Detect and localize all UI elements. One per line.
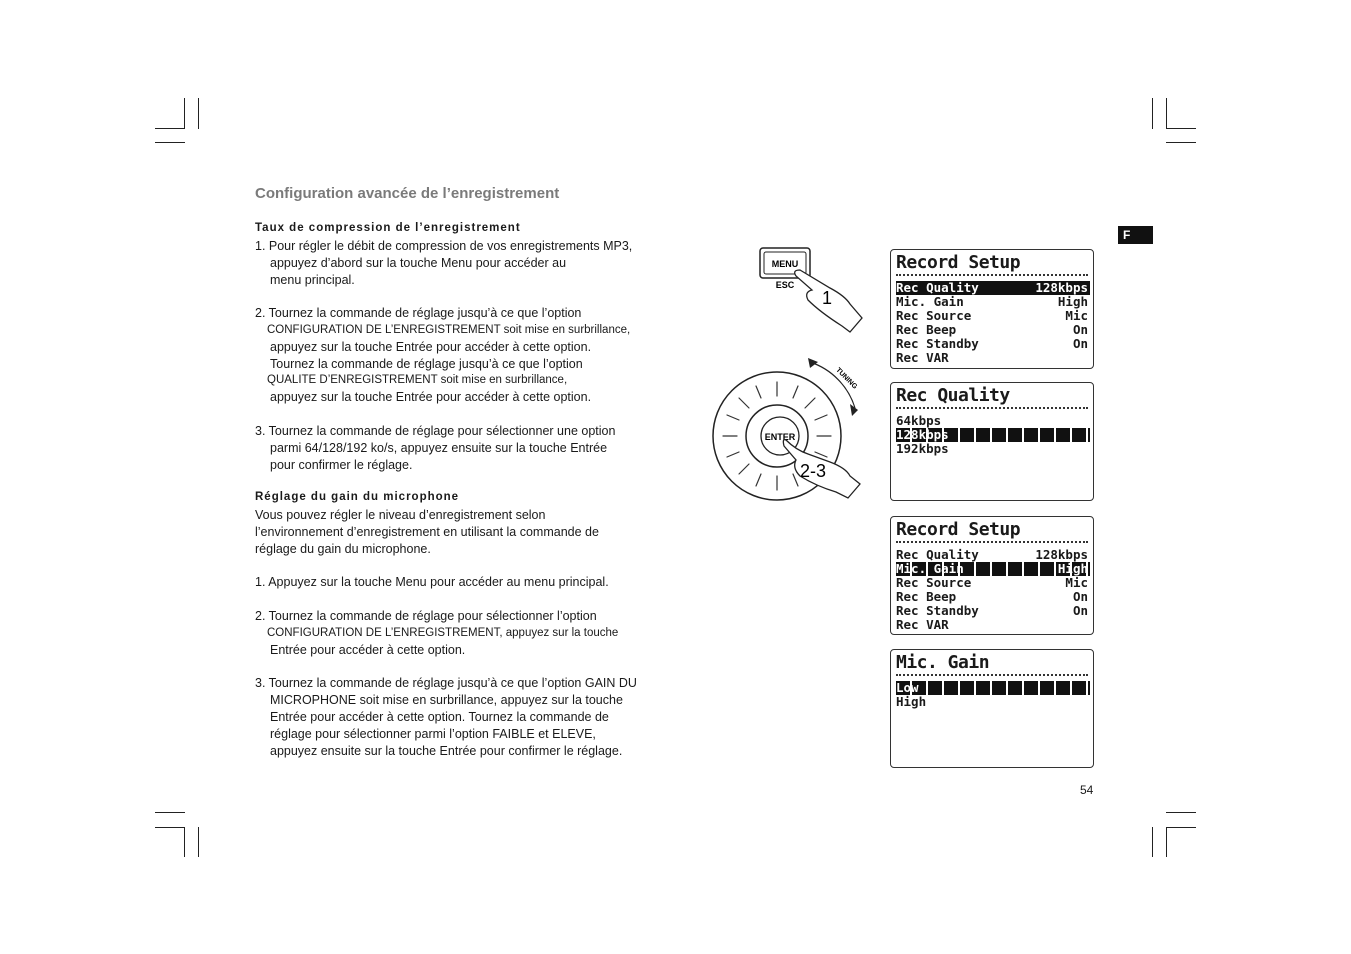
lcd-row-selected: Low: [896, 681, 1090, 695]
menu-label: MENU: [771, 259, 799, 269]
lcd-row-selected: 128kbps: [896, 428, 1090, 442]
paragraph-line: Entrée pour accéder à cette option.: [270, 643, 466, 657]
paragraph-line: 2. Tournez la commande de réglage jusqu’à ce que l’option: [255, 306, 582, 320]
lcd-row-selected: Rec Quality 128kbps: [896, 280, 1088, 295]
lcd-row: Rec Standby On: [896, 336, 1088, 351]
lcd-row: Rec VAR: [896, 350, 949, 365]
subheading-compression: Taux de compression de l’enregistrement: [255, 222, 521, 234]
lcd-title: Record Setup: [896, 252, 1021, 273]
lcd-screen-mic-gain: [890, 649, 1094, 768]
paragraph-line: appuyez d’abord sur la touche Menu pour accéder au: [270, 256, 567, 270]
lcd-row: High: [896, 694, 927, 709]
paragraph-line: menu principal.: [270, 273, 355, 287]
lcd-title: Record Setup: [896, 519, 1021, 540]
lcd-row: Rec Quality 128kbps: [896, 547, 1088, 562]
page-number: 54: [1080, 783, 1094, 797]
paragraph-line: 1. Appuyez sur la touche Menu pour accéder au menu principal.: [255, 575, 609, 589]
lcd-row: Rec Source Mic: [896, 575, 1088, 590]
lcd-title: Rec Quality: [896, 385, 1010, 406]
paragraph-line: 2. Tournez la commande de réglage pour sélectionner l’option: [255, 609, 597, 623]
device-controls-diagram: [700, 240, 880, 530]
lcd-row: Rec Source Mic: [896, 308, 1088, 323]
paragraph-line: QUALITE D’ENREGISTREMENT soit mise en surbrillance,: [267, 374, 568, 386]
tuning-label: TUNING: [834, 366, 859, 391]
lcd-screen-rec-quality: [890, 382, 1094, 501]
paragraph-line: 3. Tournez la commande de réglage jusqu’à ce que l’option GAIN DU: [255, 676, 637, 690]
paragraph-line: pour confirmer le réglage.: [270, 458, 413, 472]
lcd-screen-record-setup-1: [890, 249, 1094, 369]
esc-label: ESC: [775, 280, 795, 290]
step-number-1: 1: [822, 288, 833, 308]
lcd-row-selected: Mic. Gain High: [896, 561, 1088, 576]
paragraph-line: parmi 64/128/192 ko/s, appuyez ensuite sur la touche Entrée: [270, 441, 608, 455]
paragraph-line: appuyez sur la touche Entrée pour accéder à cette option.: [270, 340, 592, 354]
paragraph-line: réglage du gain du microphone.: [255, 542, 431, 556]
paragraph-line: CONFIGURATION DE L’ENREGISTREMENT, appuyez sur la touche: [267, 627, 619, 639]
paragraph-line: Vous pouvez régler le niveau d’enregistrement selon: [255, 508, 546, 522]
paragraph-line: réglage pour sélectionner parmi l’option FAIBLE et ELEVE,: [270, 727, 596, 741]
step-number-2-3: 2-3: [800, 461, 827, 481]
lcd-row: Rec VAR: [896, 617, 949, 632]
lcd-screen-record-setup-2: [890, 516, 1094, 635]
paragraph-line: appuyez sur la touche Entrée pour accéder à cette option.: [270, 390, 592, 404]
paragraph-line: 3. Tournez la commande de réglage pour sélectionner une option: [255, 424, 616, 438]
enter-label: ENTER: [764, 432, 796, 442]
lcd-row: 64kbps: [896, 413, 942, 428]
paragraph-line: MICROPHONE soit mise en surbrillance, appuyez sur la touche: [270, 693, 623, 707]
lcd-row: Rec Beep On: [896, 322, 1088, 337]
paragraph-line: Tournez la commande de réglage jusqu’à ce que l’option: [270, 357, 583, 371]
paragraph-line: 1. Pour régler le débit de compression de vos enregistrements MP3,: [255, 239, 633, 253]
section-title: Configuration avancée de l’enregistrement: [255, 185, 560, 202]
lcd-row: 192kbps: [896, 441, 949, 456]
paragraph-line: CONFIGURATION DE L’ENREGISTREMENT soit mise en surbrillance,: [267, 324, 631, 336]
lcd-row: Rec Standby On: [896, 603, 1088, 618]
paragraph-line: Entrée pour accéder à cette option. Tournez la commande de: [270, 710, 609, 724]
lcd-title: Mic. Gain: [896, 652, 990, 673]
paragraph-line: l’environnement d’enregistrement en utilisant la commande de: [255, 525, 599, 539]
lcd-row: Mic. Gain High: [896, 294, 1088, 309]
language-badge: F: [1118, 226, 1153, 244]
paragraph-line: appuyez ensuite sur la touche Entrée pour confirmer le réglage.: [270, 744, 623, 758]
subheading-mic-gain: Réglage du gain du microphone: [255, 491, 460, 503]
lcd-row: Rec Beep On: [896, 589, 1088, 604]
